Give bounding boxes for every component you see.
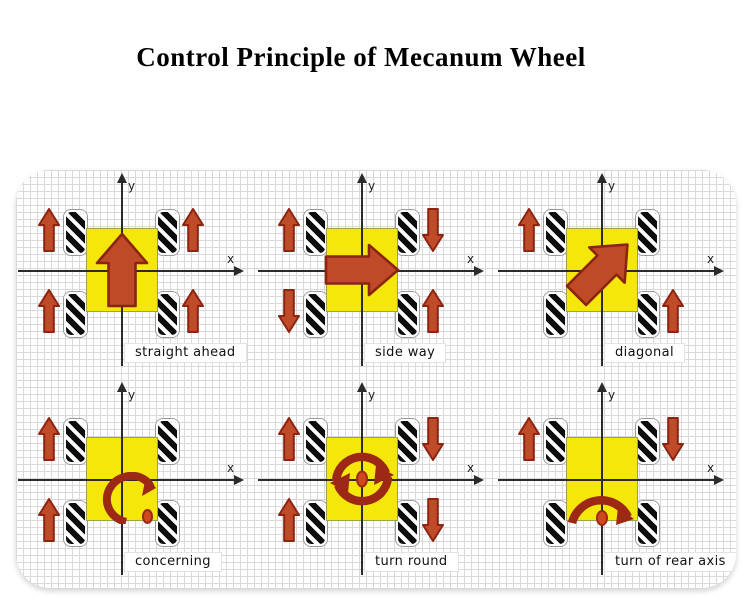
diagram-board (16, 170, 736, 588)
mecanum-wheel-front-right-icon (156, 419, 179, 464)
mecanum-wheel-front-left-icon (544, 419, 567, 464)
x-axis-label: x (467, 461, 475, 475)
wheel-arrow-down-icon (422, 416, 444, 462)
x-axis-label: x (707, 252, 715, 266)
y-axis-arrowhead-icon (597, 173, 607, 183)
mecanum-wheel-front-left-icon (64, 419, 87, 464)
x-axis-arrowhead-icon (714, 475, 724, 485)
wheel-arrow-down-icon (422, 207, 444, 253)
panel-caption: turn round (364, 552, 459, 572)
wheel-arrow-up-icon (518, 416, 540, 462)
panel-turn-of-rear-axis (496, 379, 736, 588)
mecanum-wheel-front-right-icon (636, 210, 659, 255)
y-axis-arrowhead-icon (117, 382, 127, 392)
y-axis-label: y (368, 388, 376, 402)
wheel-arrow-up-icon (38, 288, 60, 334)
mecanum-wheel-rear-left-icon (304, 292, 327, 337)
mecanum-wheel-rear-right-icon (636, 501, 659, 546)
mecanum-wheel-rear-right-icon (156, 292, 179, 337)
panel-caption: straight ahead (124, 343, 247, 363)
y-axis-label: y (608, 179, 616, 193)
y-axis-arrowhead-icon (357, 382, 367, 392)
mecanum-wheel-front-right-icon (636, 419, 659, 464)
mecanum-wheel-rear-left-icon (64, 501, 87, 546)
mecanum-wheel-rear-right-icon (396, 292, 419, 337)
wheel-arrow-up-icon (182, 288, 204, 334)
panel-diagonal (496, 170, 736, 379)
x-axis-arrowhead-icon (234, 475, 244, 485)
mecanum-wheel-front-left-icon (304, 419, 327, 464)
x-axis-arrowhead-icon (714, 266, 724, 276)
body-motion-arrow-up-icon (94, 231, 150, 309)
pivot-point-icon (142, 509, 153, 524)
y-axis-label: y (128, 179, 136, 193)
mecanum-wheel-rear-left-icon (64, 292, 87, 337)
y-axis-arrowhead-icon (597, 382, 607, 392)
mecanum-wheel-front-right-icon (396, 419, 419, 464)
panel-caption: diagonal (604, 343, 685, 363)
body-motion-arrow-right-icon (323, 242, 401, 298)
x-axis-label: x (707, 461, 715, 475)
wheel-arrow-up-icon (422, 288, 444, 334)
x-axis-arrowhead-icon (474, 475, 484, 485)
mecanum-wheel-front-left-icon (64, 210, 87, 255)
wheel-arrow-up-icon (278, 416, 300, 462)
x-axis-arrowhead-icon (474, 266, 484, 276)
x-axis-label: x (227, 461, 235, 475)
wheel-arrow-down-icon (422, 497, 444, 543)
mecanum-wheel-rear-right-icon (396, 501, 419, 546)
mecanum-wheel-front-right-icon (156, 210, 179, 255)
page-title: Control Principle of Mecanum Wheel (136, 42, 586, 72)
panel-concerning (16, 379, 256, 588)
y-axis-label: y (368, 179, 376, 193)
wheel-arrow-up-icon (278, 497, 300, 543)
x-axis-label: x (467, 252, 475, 266)
mecanum-wheel-front-left-icon (544, 210, 567, 255)
pivot-point-icon (596, 510, 608, 526)
wheel-arrow-down-icon (278, 288, 300, 334)
wheel-arrow-up-icon (38, 207, 60, 253)
panel-side-way (256, 170, 496, 379)
y-axis-label: y (128, 388, 136, 402)
wheel-arrow-up-icon (182, 207, 204, 253)
wheel-arrow-up-icon (38, 416, 60, 462)
y-axis-arrowhead-icon (117, 173, 127, 183)
x-axis-arrowhead-icon (234, 266, 244, 276)
wheel-arrow-up-icon (38, 497, 60, 543)
mecanum-wheel-rear-left-icon (544, 292, 567, 337)
mecanum-wheel-rear-right-icon (156, 501, 179, 546)
x-axis-label: x (227, 252, 235, 266)
mecanum-wheel-rear-left-icon (544, 501, 567, 546)
wheel-arrow-up-icon (518, 207, 540, 253)
rotation-circle-clockwise-icon (328, 441, 396, 517)
wheel-arrow-up-icon (662, 288, 684, 334)
mecanum-wheel-rear-left-icon (304, 501, 327, 546)
y-axis-label: y (608, 388, 616, 402)
wheel-arrow-down-icon (662, 416, 684, 462)
wheel-arrow-up-icon (278, 207, 300, 253)
y-axis-arrowhead-icon (357, 173, 367, 183)
panel-turn-round (256, 379, 496, 588)
mecanum-wheel-rear-right-icon (636, 292, 659, 337)
panel-caption: concerning (124, 552, 222, 572)
panel-caption: turn of rear axis (604, 552, 736, 572)
panel-caption: side way (364, 343, 446, 363)
panel-straight-ahead (16, 170, 256, 379)
